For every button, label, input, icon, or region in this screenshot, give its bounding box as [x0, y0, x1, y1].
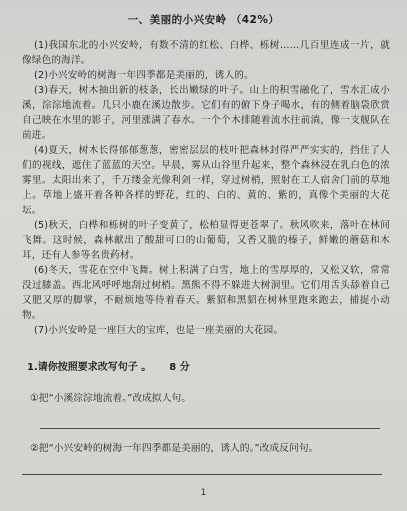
section-title: 一、美丽的小兴安岭 （42%） [127, 14, 280, 26]
sub-question-1: ①把“小溪淙淙地流着。”改成拟人句。 [30, 393, 191, 404]
question-score: 8 分 [169, 362, 190, 373]
page-number: 1 [200, 488, 207, 498]
sub-question-2: ②把“小兴安岭的树海一年四季都是美丽的，诱人的。”改成反问句。 [30, 443, 319, 454]
paragraph-5: (5)秋天，白桦和栎树的叶子变黄了，松柏显得更苍翠了。秋风吹来，落叶在林间飞舞。这时候，森林献出了酸甜可口的山葡萄，又香又脆的榛子，鲜嫩的蘑菇和木耳，还有人参等名贵药材。 [22, 220, 390, 261]
paragraph-2: (2)小兴安岭的树海一年四季都是美丽的，诱人的。 [34, 70, 254, 81]
paragraph-6: (6)冬天，雪花在空中飞舞。树上积满了白雪，地上的雪厚厚的，又松又软，常常没过膝盖。西北风呼呼地刮过树梢。黑熊不得不躲进大树洞里。它们用舌头舔着自己又肥又厚的脚掌，不耐烦地等待着春天。紫貂和黑貂在树林里跑来跑去，捕捉小动物。 [22, 265, 390, 321]
paragraph-4: (4)夏天，树木长得郁郁葱葱，密密层层的枝叶把森林封得严严实实的，挡住了人们的视线，遮住了蓝蓝的天空。早晨，雾从山谷里升起来，整个森林浸在乳白色的浓雾里。太阳出来了，千万缕金光像利剑一样，穿过树梢，照射在工人宿舍门前的草地上。草地上盛开着各种各样的野花，红的、白的、黄的、紫的，真像个美丽的大花坛。 [22, 145, 390, 216]
question-label: 1.请你按照要求改写句子 。 [27, 362, 152, 373]
reading-passage [22, 38, 390, 338]
answer-line-1[interactable] [40, 428, 380, 429]
answer-line-2[interactable] [22, 474, 382, 475]
paragraph-1: (1)我国东北的小兴安岭，有数不清的红松、白桦、栎树……几百里连成一片，就像绿色的海洋。 [22, 40, 390, 66]
question-1 [27, 358, 190, 373]
paragraph-3: (3)春天，树木抽出新的枝条，长出嫩绿的叶子。山上的积雪融化了，雪水汇成小溪，淙淙地流着。几只小鹿在溪边散步。它们有的俯下身子喝水，有的侧着脑袋欣赏自己映在水里的影子，河里涨满了春水。一个个木排随着流水往前淌，像一支舰队在前进。 [22, 85, 390, 141]
paragraph-7: (7)小兴安岭是一座巨大的宝库，也是一座美丽的大花园。 [34, 325, 284, 336]
